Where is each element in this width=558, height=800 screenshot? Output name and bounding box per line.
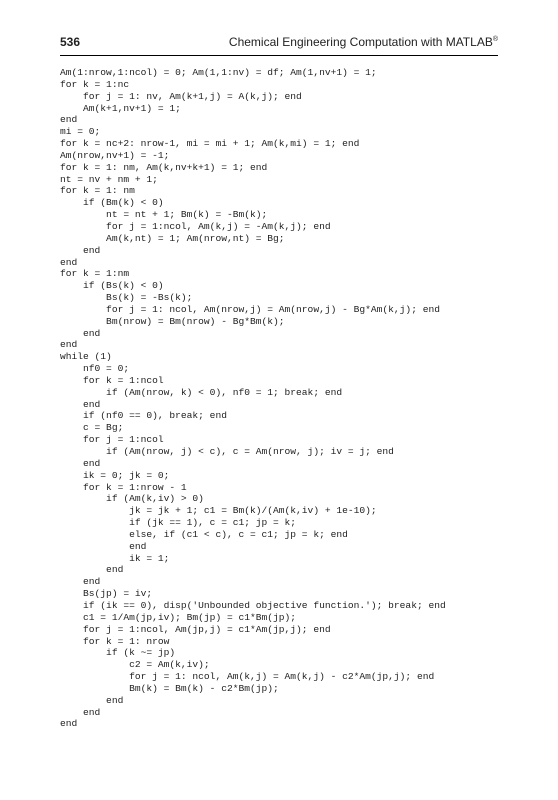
code-line: for k = nc+2: nrow-1, mi = mi + 1; Am(k,mi) = 1; end	[60, 138, 360, 150]
code-line: for j = 1: ncol, Am(k,j) = Am(k,j) - c2*Am(jp,j); end	[60, 671, 435, 683]
code-line: for k = 1:nrow - 1	[60, 481, 187, 493]
code-line: c = Bg;	[60, 422, 124, 434]
page-number: 536	[60, 35, 81, 49]
code-line: Am(1:nrow,1:ncol) = 0; Am(1,1:nv) = df; Am(1,nv+1) = 1;	[60, 67, 377, 78]
code-line: end	[60, 244, 101, 256]
code-line: Bs(jp) = iv;	[60, 588, 153, 600]
code-line: if (jk == 1), c = c1; jp = k;	[60, 517, 297, 529]
code-line: end	[60, 694, 124, 706]
code-line: c2 = Am(k,iv);	[60, 659, 210, 671]
code-line: for k = 1:nm	[60, 268, 130, 280]
code-line: if (Am(nrow, j) < c), c = Am(nrow, j); iv = j; end	[60, 446, 394, 457]
code-line: end	[60, 718, 78, 730]
code-line: Am(k,nt) = 1; Am(nrow,nt) = Bg;	[60, 232, 285, 244]
code-line: end	[60, 576, 101, 588]
code-line: end	[60, 564, 124, 576]
running-head	[229, 35, 498, 49]
code-line: while (1)	[60, 351, 112, 363]
code-line: end	[60, 398, 101, 410]
code-listing	[60, 67, 500, 730]
code-line: c1 = 1/Am(jp,iv); Bm(jp) = c1*Bm(jp);	[60, 611, 297, 623]
code-line: end	[60, 457, 101, 469]
code-line: for j = 1:ncol	[60, 434, 164, 446]
code-line: for j = 1: ncol, Am(nrow,j) = Am(nrow,j) - Bg*Am(k,j); end	[60, 303, 440, 315]
code-line: if (nf0 == 0), break; end	[60, 410, 227, 422]
code-line: if (k ~= jp)	[60, 647, 176, 659]
code-line: if (Am(nrow, k) < 0), nf0 = 1; break; end	[60, 386, 343, 398]
code-line: if (ik == 0), disp('Unbounded objective function.'); break; end	[60, 599, 446, 611]
code-line: jk = jk + 1; c1 = Bm(k)/(Am(k,iv) + 1e-10);	[60, 505, 377, 517]
code-line: nt = nt + 1; Bm(k) = -Bm(k);	[60, 209, 268, 221]
code-line: if (Bs(k) < 0)	[60, 280, 164, 292]
code-line: for k = 1: nm	[60, 185, 135, 197]
header-rule	[60, 55, 498, 56]
code-line: for j = 1:ncol, Am(jp,j) = c1*Am(jp,j); end	[60, 623, 331, 635]
code-line: end	[60, 706, 101, 718]
code-line: mi = 0;	[60, 126, 101, 138]
code-line: else, if (c1 < c), c = c1; jp = k; end	[60, 528, 348, 540]
code-line: Bs(k) = -Bs(k);	[60, 292, 193, 304]
code-line: Bm(nrow) = Bm(nrow) - Bg*Bm(k);	[60, 315, 285, 327]
code-line: for j = 1: nv, Am(k+1,j) = A(k,j); end	[60, 90, 302, 102]
code-line: ik = 1;	[60, 552, 170, 564]
code-line: end	[60, 339, 78, 351]
code-line: nt = nv + nm + 1;	[60, 173, 158, 185]
code-line: Bm(k) = Bm(k) - c2*Bm(jp);	[60, 682, 279, 694]
code-line: end	[60, 114, 78, 126]
code-line: nf0 = 0;	[60, 363, 130, 375]
code-line: for k = 1:nc	[60, 78, 130, 90]
book-title: Chemical Engineering Computation with MATLAB	[228, 35, 493, 49]
code-line: end	[60, 540, 147, 552]
code-line: for k = 1:ncol	[60, 374, 164, 386]
registered-mark: ®	[492, 36, 498, 43]
code-line: Am(nrow,nv+1) = -1;	[60, 149, 170, 161]
code-line: if (Bm(k) < 0)	[60, 197, 164, 209]
code-line: for k = 1: nm, Am(k,nv+k+1) = 1; end	[60, 161, 268, 173]
code-line: for j = 1:ncol, Am(k,j) = -Am(k,j); end	[60, 220, 331, 232]
code-line: end	[60, 256, 78, 268]
code-line: end	[60, 327, 101, 339]
code-line: ik = 0; jk = 0;	[60, 469, 170, 481]
code-line: if (Am(k,iv) > 0)	[60, 493, 204, 505]
code-line: Am(k+1,nv+1) = 1;	[60, 102, 181, 114]
code-line: for k = 1: nrow	[60, 635, 170, 647]
